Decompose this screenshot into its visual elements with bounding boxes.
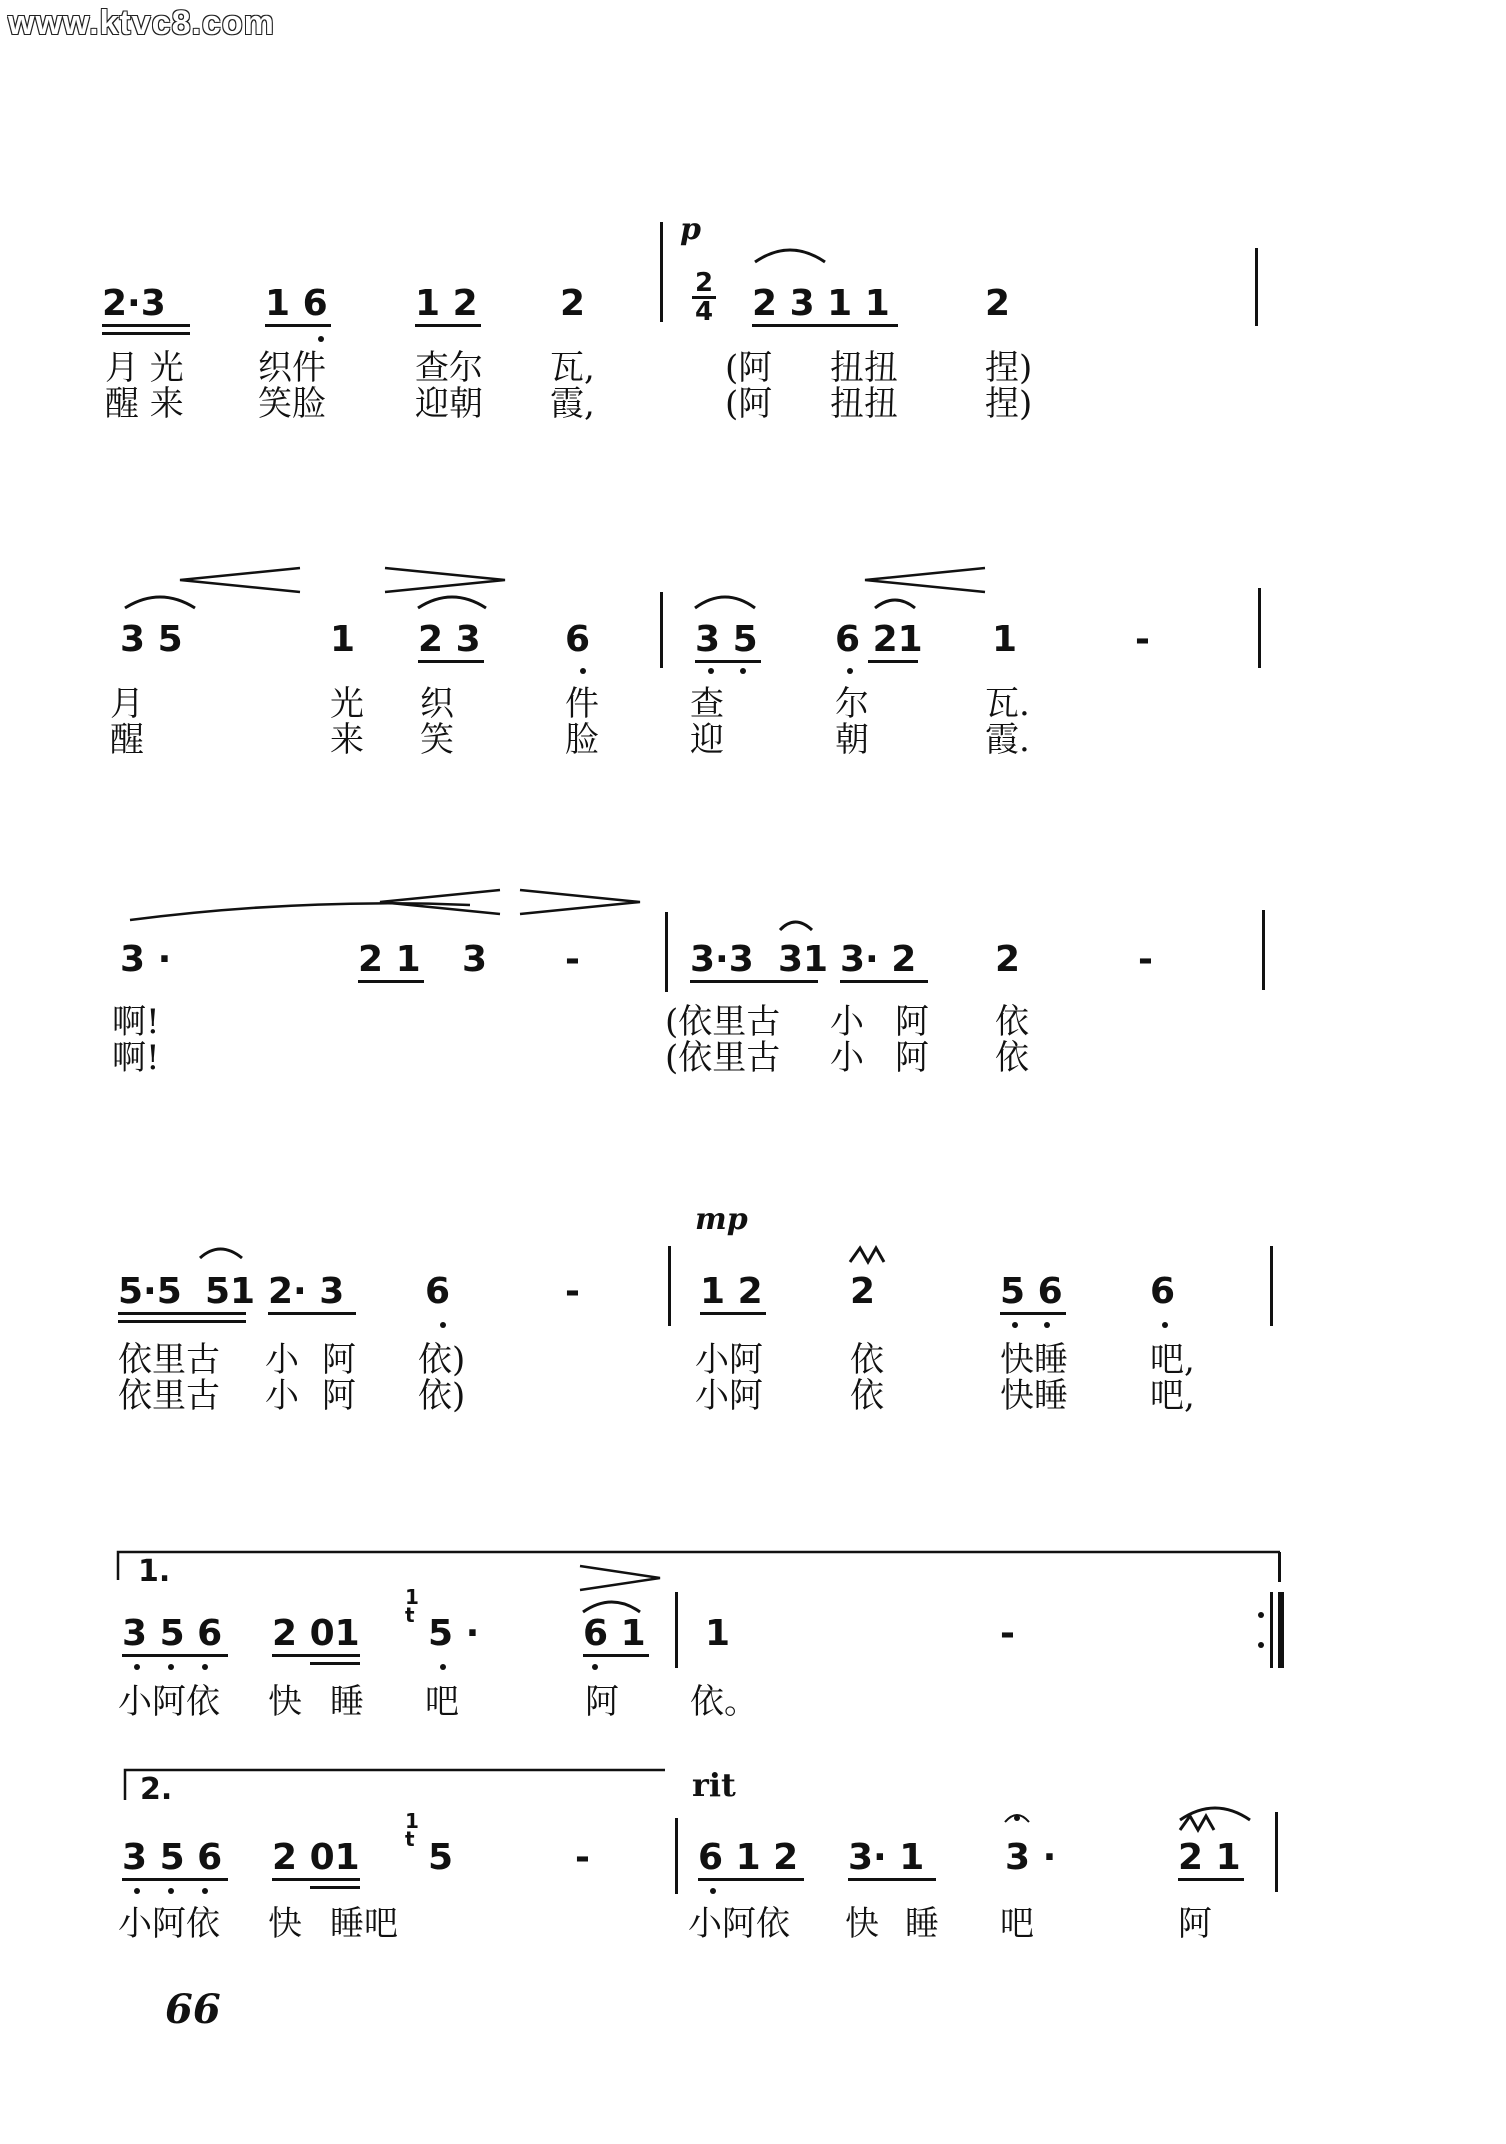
lyric: 快睡 (1000, 1376, 1068, 1416)
repeat-barline (1270, 1592, 1273, 1668)
lyric: (阿 (725, 348, 773, 388)
lyric: 扭扭 (830, 384, 898, 424)
mordent (850, 1248, 884, 1262)
lyric: 扭扭 (830, 348, 898, 388)
lyric: 查尔 (415, 348, 483, 388)
note-group: 3 5 6 (122, 1837, 223, 1878)
slur (780, 922, 812, 930)
barline (1270, 1246, 1273, 1326)
grace-note: 1 t (405, 1809, 419, 1851)
octave-dot (1162, 1322, 1168, 1328)
dash: - (1135, 619, 1150, 660)
note-group: 51 (205, 1271, 256, 1312)
lyric: 件 (565, 684, 599, 724)
note-group: 3 · (1005, 1837, 1057, 1878)
octave-dot (168, 1664, 174, 1670)
time-signature: 2 4 (692, 270, 716, 325)
barline (675, 1818, 678, 1894)
lyric: 迎 (690, 720, 724, 760)
lyric: 织件 (258, 348, 326, 388)
barline (660, 222, 663, 322)
lyric: 小阿 (695, 1340, 763, 1380)
lyric: 睡 (905, 1904, 939, 1944)
note-group: 2 (560, 283, 586, 324)
octave-dot (168, 1888, 174, 1894)
lyric: 醒 (110, 720, 144, 760)
barline (1255, 248, 1258, 326)
decrescendo-hairpin (385, 568, 505, 592)
beam (118, 1312, 246, 1315)
lyric: 快 (268, 1904, 302, 1944)
lyric: 来 (330, 720, 364, 760)
decrescendo-hairpin (520, 890, 640, 914)
beam (268, 1312, 356, 1315)
lyric: 朝 (835, 720, 869, 760)
volta-bracket-1 (118, 1552, 1280, 1580)
lyric: 睡吧 (330, 1904, 398, 1944)
lyric: 小阿依 (118, 1904, 220, 1944)
barline (675, 1592, 678, 1668)
lyric: 啊! (112, 1038, 160, 1078)
note-group: 1 2 (700, 1271, 763, 1312)
octave-dot (202, 1664, 208, 1670)
beam (868, 660, 918, 663)
lyric: 吧 (1000, 1904, 1034, 1944)
beam (122, 1878, 228, 1881)
note-group: 1 (705, 1613, 731, 1654)
note-group: 2 01 (272, 1613, 360, 1654)
lyric: 尔 (835, 684, 869, 724)
octave-dot (708, 668, 714, 674)
note-group: 6 (565, 619, 591, 660)
octave-dot (580, 668, 586, 674)
note-group: 3 5 6 (122, 1613, 223, 1654)
note-group: 3·3 (690, 939, 754, 980)
lyric: 捏) (985, 348, 1033, 388)
lyric: 月 (110, 684, 144, 724)
lyric: 阿 (585, 1682, 619, 1722)
crescendo-hairpin (865, 568, 985, 592)
lyric: 瓦, (550, 348, 595, 388)
beam (310, 1662, 360, 1665)
lyric: 小阿依 (118, 1682, 220, 1722)
note-group: 5·5 (118, 1271, 182, 1312)
lyric: 依 (995, 1002, 1029, 1042)
lyric: 光 (330, 684, 364, 724)
lyric: 阿 (322, 1340, 356, 1380)
lyric: 依) (418, 1376, 466, 1416)
barline (660, 592, 663, 668)
volta-label-2: 2. (140, 1772, 173, 1807)
note-group: 3 · (120, 939, 172, 980)
lyric: 依 (850, 1376, 884, 1416)
crescendo-hairpin (180, 568, 300, 592)
lyric: 瓦. (985, 684, 1030, 724)
lyric: 依里古 (118, 1376, 220, 1416)
slur (125, 597, 195, 608)
lyric: 脸 (565, 720, 599, 760)
note-group: 1 (330, 619, 356, 660)
dash: - (565, 1271, 580, 1312)
lyric: 小 (265, 1376, 299, 1416)
octave-dot (592, 1664, 598, 1670)
lyric: 啊! (112, 1002, 160, 1042)
lyric: 快 (268, 1682, 302, 1722)
lyric: 小 (265, 1340, 299, 1380)
octave-dot (202, 1888, 208, 1894)
dash: - (1000, 1613, 1015, 1654)
lyric: 吧, (1150, 1340, 1195, 1380)
note-group: 3· 1 (848, 1837, 925, 1878)
lyric: 醒 来 (105, 384, 184, 424)
beam (700, 1312, 766, 1315)
beam (698, 1878, 804, 1881)
lyric: 依。 (690, 1682, 758, 1722)
repeat-barline-thick (1278, 1592, 1284, 1668)
beam (272, 1654, 360, 1657)
barline (1262, 910, 1265, 990)
note-group: 2·3 (102, 283, 166, 324)
lyric: 阿 (322, 1376, 356, 1416)
slur (200, 1249, 242, 1258)
page-number: 66 (165, 1986, 221, 2033)
note-group: 3· 2 (840, 939, 917, 980)
beam (102, 332, 190, 335)
beam (122, 1654, 228, 1657)
note-group: 2 (995, 939, 1021, 980)
beam (310, 1886, 360, 1889)
note-group: 1 (992, 619, 1018, 660)
lyric: 阿 (895, 1002, 929, 1042)
barline (665, 912, 668, 992)
lyric: 霞, (550, 384, 595, 424)
dash: - (1138, 939, 1153, 980)
note-group: 6 (1150, 1271, 1176, 1312)
lyric: 阿 (895, 1038, 929, 1078)
lyric: 笑脸 (258, 384, 326, 424)
slur (755, 250, 825, 262)
lyric: 吧, (1150, 1376, 1195, 1416)
grace-note: 1 t (405, 1585, 419, 1627)
lyric: 睡 (330, 1682, 364, 1722)
note-group: 5 (428, 1837, 454, 1878)
beam (695, 660, 761, 663)
crescendo-hairpin (380, 890, 500, 914)
dash: - (565, 939, 580, 980)
note-group: 3 5 (695, 619, 758, 660)
note-group: 6 1 2 (698, 1837, 799, 1878)
note-group: 2 3 1 1 (752, 283, 890, 324)
slur (875, 600, 915, 608)
beam (752, 324, 898, 327)
volta-bracket-2 (125, 1770, 665, 1800)
note-group: 6 21 (835, 619, 923, 660)
volta-label-1: 1. (138, 1554, 171, 1589)
slur (583, 1602, 640, 1612)
lyric: 霞. (985, 720, 1030, 760)
beam (1178, 1878, 1244, 1881)
lyric: 小阿依 (688, 1904, 790, 1944)
lyric: 迎朝 (415, 384, 483, 424)
slur (695, 597, 755, 608)
note-group: 2 1 (358, 939, 421, 980)
repeat-dot (1258, 1612, 1264, 1618)
lyric: 小 (830, 1038, 864, 1078)
ritardando: rit (692, 1766, 736, 1804)
lyric: 笑 (420, 720, 454, 760)
note-group: 2 3 (418, 619, 481, 660)
note-group: 3 (462, 939, 488, 980)
lyric: 依 (995, 1038, 1029, 1078)
octave-dot (710, 1888, 716, 1894)
lyric: 小 (830, 1002, 864, 1042)
lyric: 查 (690, 684, 724, 724)
barline (1275, 1812, 1278, 1892)
lyric: 捏) (985, 384, 1033, 424)
watermark: www.ktvc8.com (8, 4, 275, 42)
beam (118, 1320, 246, 1323)
beam (272, 1878, 360, 1881)
beam (840, 980, 928, 983)
dynamic-p: p (680, 212, 701, 247)
dynamic-mp: mp (695, 1202, 748, 1237)
lyric: 依 (850, 1340, 884, 1380)
lyric: 月 光 (105, 348, 184, 388)
octave-dot (1012, 1322, 1018, 1328)
note-group: 2 01 (272, 1837, 360, 1878)
note-group: 5 6 (1000, 1271, 1063, 1312)
lyric: (依里古 (665, 1002, 781, 1042)
note-group: 2· 3 (268, 1271, 345, 1312)
beam (358, 980, 424, 983)
beam (583, 1654, 649, 1657)
octave-dot (847, 668, 853, 674)
note-group: 2 (985, 283, 1011, 324)
lyric: 吧 (425, 1682, 459, 1722)
lyric: 依) (418, 1340, 466, 1380)
octave-dot (440, 1664, 446, 1670)
beam (1000, 1312, 1066, 1315)
octave-dot (440, 1322, 446, 1328)
beam (690, 980, 818, 983)
note-group: 3 5 (120, 619, 183, 660)
beam (102, 324, 190, 327)
lyric: (阿 (725, 384, 773, 424)
beam (848, 1878, 936, 1881)
beam (418, 660, 484, 663)
note-group: 6 1 (583, 1613, 646, 1654)
lyric: 快睡 (1000, 1340, 1068, 1380)
octave-dot (740, 668, 746, 674)
octave-dot (1044, 1322, 1050, 1328)
dash: - (575, 1837, 590, 1878)
note-group: 5 · (428, 1613, 480, 1654)
lyric: 织 (420, 684, 454, 724)
lyric: 快 (845, 1904, 879, 1944)
lyric: (依里古 (665, 1038, 781, 1078)
volta-end (1278, 1552, 1281, 1582)
note-group: 6 (425, 1271, 451, 1312)
note-group: 2 (850, 1271, 876, 1312)
repeat-dot (1258, 1642, 1264, 1648)
lyric: 小阿 (695, 1376, 763, 1416)
octave-dot (134, 1888, 140, 1894)
octave-dot (318, 336, 324, 342)
decrescendo-hairpin (580, 1566, 660, 1590)
octave-dot (134, 1664, 140, 1670)
slur (418, 597, 486, 608)
beam (265, 324, 331, 327)
lyric: 阿 (1178, 1904, 1212, 1944)
lyric: 依里古 (118, 1340, 220, 1380)
note-group: 2 1 (1178, 1837, 1241, 1878)
note-group: 1 6 (265, 283, 328, 324)
barline (668, 1246, 671, 1326)
beam (415, 324, 481, 327)
note-group: 1 2 (415, 283, 478, 324)
barline (1258, 588, 1261, 668)
note-group: 31 (778, 939, 829, 980)
